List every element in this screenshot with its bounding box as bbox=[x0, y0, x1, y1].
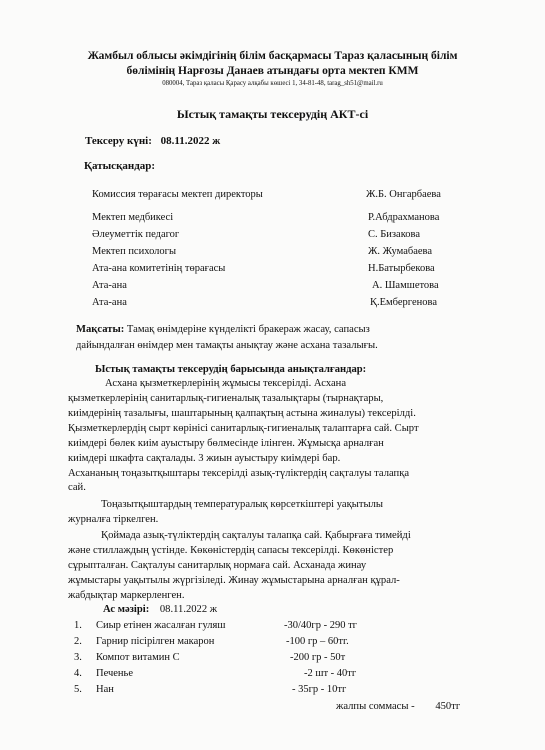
participant-role: Ата-ана bbox=[92, 297, 127, 308]
menu-item-number: 3. bbox=[74, 652, 82, 663]
menu-item-qty: -30/40гр - 290 тг bbox=[284, 620, 357, 631]
participant-name: Ж.Б. Онгарбаева bbox=[366, 189, 441, 200]
menu-label: Ас мәзірі: bbox=[103, 604, 150, 615]
menu-item-number: 5. bbox=[74, 684, 82, 695]
menu-item-name: Нан bbox=[96, 684, 114, 695]
findings-line: Асхананың тоңазытқыштары тексерілді азық-түліктердің сақталуы талапқа bbox=[68, 468, 410, 479]
menu-item-name: Компот витамин С bbox=[96, 652, 180, 663]
participant-name: Н.Батырбекова bbox=[368, 263, 435, 274]
findings-line: киімдері бөлек киім ауыстыру бөлмесінде ілінген. Жұмысқа арналған bbox=[68, 438, 384, 449]
inspection-date bbox=[85, 135, 220, 147]
findings-line: Қызметкерлердің сырт көрінісі санитарлық-гигиеналық талаптарға сай. Сырт bbox=[68, 423, 419, 434]
header-line-1: Жамбыл облысы әкімдігінің білім басқармасы Тараз қаласының білім bbox=[87, 50, 458, 62]
menu-item-qty: -200 гр - 50т bbox=[290, 652, 346, 663]
menu-total-value: 450тг bbox=[435, 701, 461, 712]
menu-item-number: 2. bbox=[74, 636, 82, 647]
menu-item-number: 4. bbox=[74, 668, 82, 679]
participant-role: Әлеуметтік педагог bbox=[92, 229, 180, 240]
header-line-2: бөлімінің Нарғозы Данаев атындағы орта мектеп КММ bbox=[126, 65, 419, 77]
findings-line: Тоңазытқыштардың температуралық көрсеткіштері уақытылы bbox=[101, 499, 383, 510]
menu-item-qty: -2 шт - 40тг bbox=[304, 668, 357, 679]
purpose-line-1 bbox=[76, 324, 370, 335]
findings-heading: Ыстық тамақты тексерудің барысында анықталғандар: bbox=[95, 364, 367, 375]
participant-role: Мектеп психологы bbox=[92, 246, 177, 257]
findings-line: журналға тіркелген. bbox=[68, 514, 159, 525]
menu-total-label: жалпы соммасы - bbox=[336, 701, 415, 712]
menu-item-number: 1. bbox=[74, 620, 82, 631]
menu-heading bbox=[103, 604, 217, 615]
findings-line: Асхана қызметкерлерінің жұмысы тексерілді. Асхана bbox=[105, 378, 347, 389]
findings-line: қызметкерлерінің санитарлық-гигиеналық тазалықтары (тырнақтары, bbox=[68, 393, 384, 404]
findings-line: сай. bbox=[68, 482, 86, 493]
inspection-date-label: Тексеру күні: bbox=[85, 135, 152, 147]
findings-line: киімдері шкафта сақталады. 3 жиын ауыстыру киімдері бар. bbox=[68, 453, 341, 464]
findings-line: Қоймада азық-түліктердің сақталуы талапқа сай. Қабырғаға тимейді bbox=[101, 530, 411, 541]
participants-heading: Қатысқандар: bbox=[84, 160, 156, 172]
menu-item-name: Сиыр етінен жасалған гуляш bbox=[96, 620, 226, 631]
inspection-date-value: 08.11.2022 ж bbox=[160, 135, 221, 147]
purpose-label: Мақсаты: bbox=[76, 324, 125, 335]
menu-item-qty: -100 гр – 60тг. bbox=[286, 636, 349, 647]
participant-name: Қ.Ембергенова bbox=[370, 297, 437, 308]
document-title: Ыстық тамақты тексерудің АКТ-сі bbox=[176, 107, 369, 121]
findings-line: киімдерінің тазалығы, шаштарының қалпақтың астына жиналуы) тексерілді. bbox=[68, 408, 416, 419]
menu-total bbox=[336, 701, 460, 712]
menu-item-name: Гарнир пісірілген макарон bbox=[96, 636, 215, 647]
menu-item-qty: - 35гр - 10тг bbox=[292, 684, 347, 695]
purpose-text: Тамақ өнімдеріне күнделікті бракераж жасау, сапасыз bbox=[126, 324, 370, 335]
participant-name: А. Шамшетова bbox=[372, 280, 439, 291]
findings-line: жұмыстары уақытылы жүргізіледі. Жинау жұмыстарына арналған құрал- bbox=[68, 575, 400, 586]
menu-item-name: Печенье bbox=[96, 668, 133, 679]
participant-name: Р.Абдрахманова bbox=[368, 212, 440, 223]
participant-role: Комиссия төрағасы мектеп директоры bbox=[92, 189, 263, 200]
participant-role: Ата-ана комитетінің төрағасы bbox=[92, 263, 226, 274]
header-address: 080004, Тараз қаласы Қарасу алқабы көшесі 1, 34-81-48, tarag_sh51@mail.ru bbox=[162, 80, 383, 87]
participant-role: Ата-ана bbox=[92, 280, 127, 291]
purpose-line-2: дайындалған өнімдер мен тамақты анықтау және асхана тазалығы. bbox=[76, 340, 378, 351]
menu-date: 08.11.2022 ж bbox=[159, 604, 218, 615]
findings-line: жабдықтар маркерленген. bbox=[68, 590, 185, 601]
participant-role: Мектеп медбикесі bbox=[92, 212, 174, 223]
participant-name: С. Бизакова bbox=[368, 229, 421, 240]
participant-name: Ж. Жумабаева bbox=[368, 246, 433, 257]
findings-line: сұрыпталған. Сақталуы санитарлық нормаға сай. Асханада жинау bbox=[68, 560, 367, 571]
findings-line: және стиллаждың үстінде. Көкөністердің сапасы тексерілді. Көкөністер bbox=[68, 545, 394, 556]
